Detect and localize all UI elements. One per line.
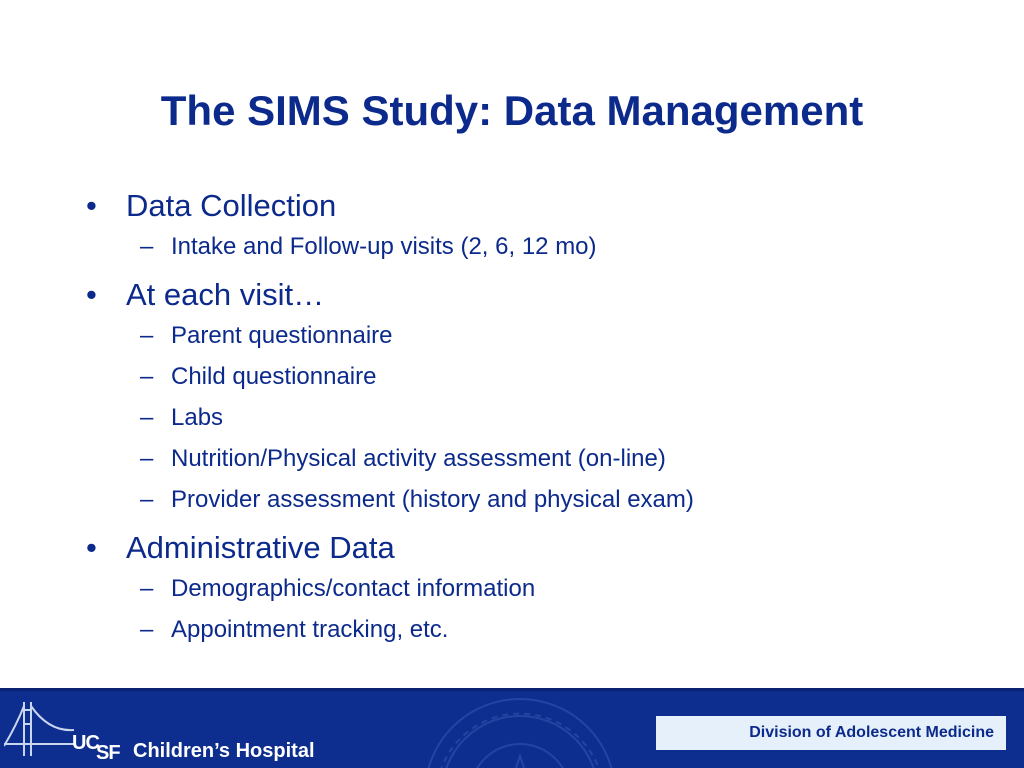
- footer-band: [0, 688, 1024, 768]
- dash-marker: –: [140, 575, 154, 602]
- sub-bullet: [86, 609, 986, 650]
- sub-bullet: [86, 315, 986, 356]
- bullet-text: Administrative Data: [126, 530, 395, 565]
- sub-bullet: [86, 356, 986, 397]
- bridge-icon: [4, 696, 74, 760]
- sub-bullet: [86, 226, 986, 267]
- dash-marker: –: [140, 616, 154, 643]
- sub-bullet-text: Nutrition/Physical activity assessment (on-line): [171, 445, 666, 472]
- bullet-at-each-visit: [86, 275, 986, 315]
- bullet-marker: •: [86, 277, 97, 312]
- bullet-text: Data Collection: [126, 188, 337, 223]
- logo-sf: SF: [96, 742, 120, 764]
- division-label: Division of Adolescent Medicine: [656, 716, 1006, 750]
- sub-bullet-text: Child questionnaire: [171, 363, 377, 390]
- dash-marker: –: [140, 486, 154, 513]
- dash-marker: –: [140, 233, 154, 260]
- dash-marker: –: [140, 322, 154, 349]
- dash-marker: –: [140, 445, 154, 472]
- bullet-data-collection: [86, 186, 986, 226]
- sub-bullet-text: Provider assessment (history and physical exam): [171, 486, 694, 513]
- sub-bullet-text: Appointment tracking, etc.: [171, 616, 449, 643]
- slide-body: [86, 186, 986, 650]
- sub-bullet: [86, 568, 986, 609]
- bullet-marker: •: [86, 530, 97, 565]
- sub-bullet: [86, 479, 986, 520]
- dash-marker: –: [140, 404, 154, 431]
- sub-bullet: [86, 438, 986, 479]
- hospital-name: Children’s Hospital: [133, 740, 315, 762]
- bullet-text: At each visit…: [126, 277, 325, 312]
- slide-title: The SIMS Study: Data Management: [160, 87, 864, 134]
- bullet-marker: •: [86, 188, 97, 223]
- sub-bullet-text: Intake and Follow-up visits (2, 6, 12 mo): [171, 233, 597, 260]
- dash-marker: –: [140, 363, 154, 390]
- bullet-administrative-data: [86, 528, 986, 568]
- sub-bullet-text: Demographics/contact information: [171, 575, 536, 602]
- sub-bullet: [86, 397, 986, 438]
- footer-divider: [0, 688, 1024, 691]
- sub-bullet-text: Labs: [171, 404, 224, 431]
- university-seal-icon: [420, 694, 620, 768]
- sub-bullet-text: Parent questionnaire: [171, 322, 393, 349]
- logo-uc: UC: [72, 732, 99, 754]
